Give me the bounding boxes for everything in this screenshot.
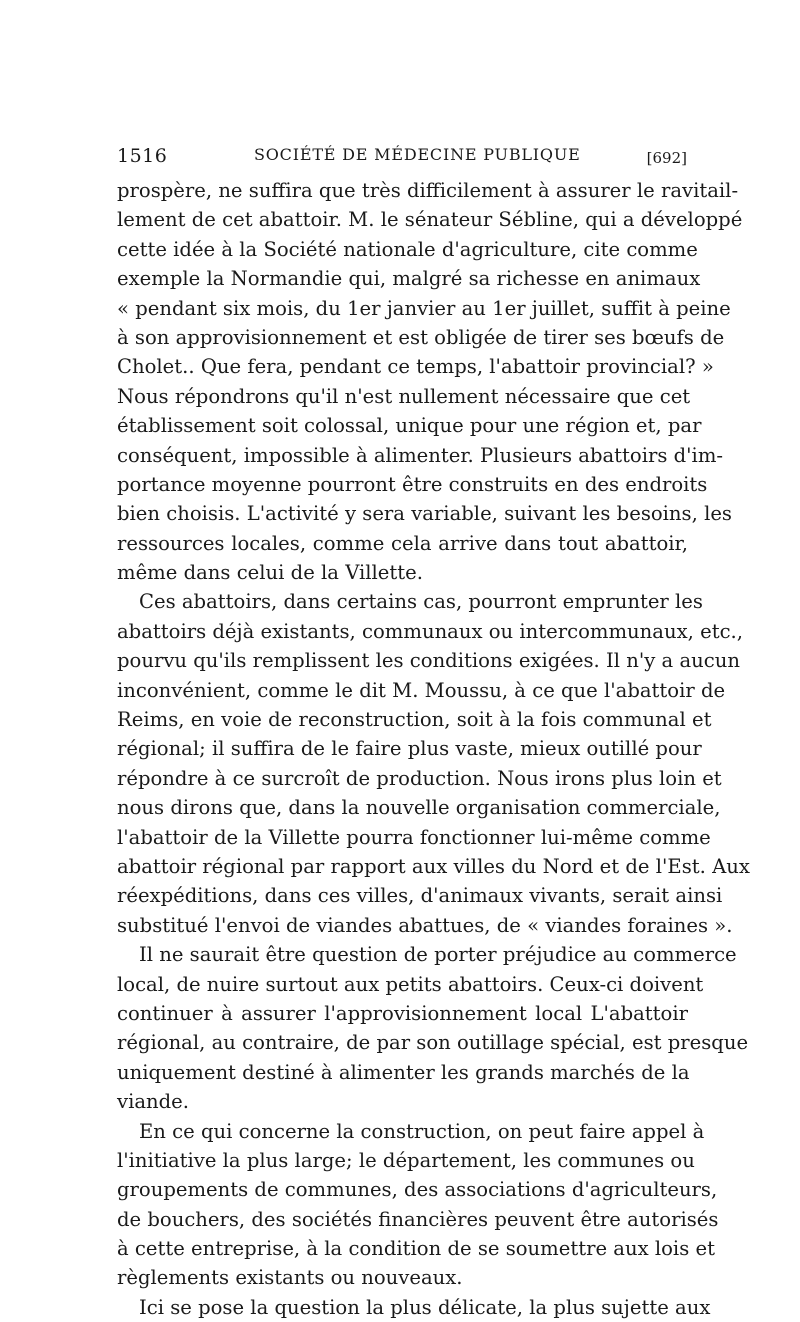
text-line: groupements de communes, des associations d'agriculteurs, [117,1178,718,1202]
text-line: Reims, en voie de reconstruction, soit à la fois communal et [117,708,712,732]
text-line: inconvénient, comme le dit M. Moussu, à ce que l'abattoir de [117,678,726,702]
text-line: conséquent, impossible à alimenter. Plusieurs abattoirs d'im- [117,443,724,467]
text-line: même dans celui de la Villette. [117,561,423,585]
text-line: Nous répondrons qu'il n'est nullement nécessaire que cet [117,384,691,408]
text-line: réexpéditions, dans ces villes, d'animaux vivants, serait ainsi [117,884,723,908]
text-line: viande. [117,1090,190,1114]
text-line: abattoir régional par rapport aux villes du Nord et de l'Est. Aux [117,854,750,878]
text-line: exemple la Normandie qui, malgré sa richesse en animaux [117,267,701,291]
text-line: cette idée à la Société nationale d'agriculture, cite comme [117,237,698,261]
text-line: à son approvisionnement et est obligée de tirer ses bœufs de [117,325,725,349]
paragraph-local-commerce [117,940,749,1116]
paragraph-construction [117,1117,719,1293]
text-line: local, de nuire surtout aux petits abattoirs. Ceux-ci doivent [117,972,704,996]
text-line: En ce qui concerne la construction, on peut faire appel à [139,1119,705,1143]
paragraph-delicate-question [117,1293,711,1322]
text-line: Ces abattoirs, dans certains cas, pourront emprunter les [139,590,703,614]
body-text [117,176,750,1322]
text-line: l'abattoir de la Villette pourra fonctionner lui-même comme [117,825,711,849]
text-line: pourvu qu'ils remplissent les conditions exigées. Il n'y a aucun [117,649,740,673]
text-line: l'initiative la plus large; le département, les communes ou [117,1148,695,1172]
text-line: Cholet.. Que fera, pendant ce temps, l'abattoir provincial? » [117,355,714,379]
text-line: nous dirons que, dans la nouvelle organisation commerciale, [117,796,721,820]
running-head [117,141,687,173]
paragraph-regional-abattoirs [117,587,750,940]
text-line: bien choisis. L'activité y sera variable, suivant les besoins, les [117,502,732,526]
text-line: établissement soit colossal, unique pour une région et, par [117,414,702,438]
text-line: portance moyenne pourront être construits en des endroits [117,472,708,496]
text-line: répondre à ce surcroît de production. Nous irons plus loin et [117,766,722,790]
text-line: Il ne saurait être question de porter préjudice au commerce [139,943,737,967]
text-line: Ici se pose la question la plus délicate, la plus sujette aux [139,1295,711,1319]
text-line: à cette entreprise, à la condition de se soumettre aux lois et [117,1237,715,1261]
text-line: substitué l'envoi de viandes abattues, de « viandes foraines ». [117,913,733,937]
text-line: règlements existants ou nouveaux. [117,1266,463,1290]
paragraph-continuation [117,176,743,587]
marginal-page-reference: [692] [646,149,687,167]
text-line: régional, au contraire, de par son outillage spécial, est presque [117,1031,749,1055]
text-line: continuer à assurer l'approvisionnement local L'abattoir [117,1001,688,1025]
text-line: régional; il suffira de le faire plus vaste, mieux outillé pour [117,737,702,761]
text-line: « pendant six mois, du 1er janvier au 1er juillet, suffit à peine [117,296,731,320]
text-line: uniquement destiné à alimenter les grands marchés de la [117,1060,690,1084]
text-line: abattoirs déjà existants, communaux ou intercommunaux, etc., [117,619,744,643]
text-line: de bouchers, des sociétés financières peuvent être autorisés [117,1207,719,1231]
text-line: prospère, ne suffira que très difficilement à assurer le ravitail- [117,179,739,202]
running-head-title: SOCIÉTÉ DE MÉDECINE PUBLIQUE [254,145,581,164]
text-line: ressources locales, comme cela arrive dans tout abattoir, [117,531,688,555]
text-line: lement de cet abattoir. M. le sénateur Sébline, qui a développé [117,208,743,232]
page-number: 1516 [117,145,168,167]
